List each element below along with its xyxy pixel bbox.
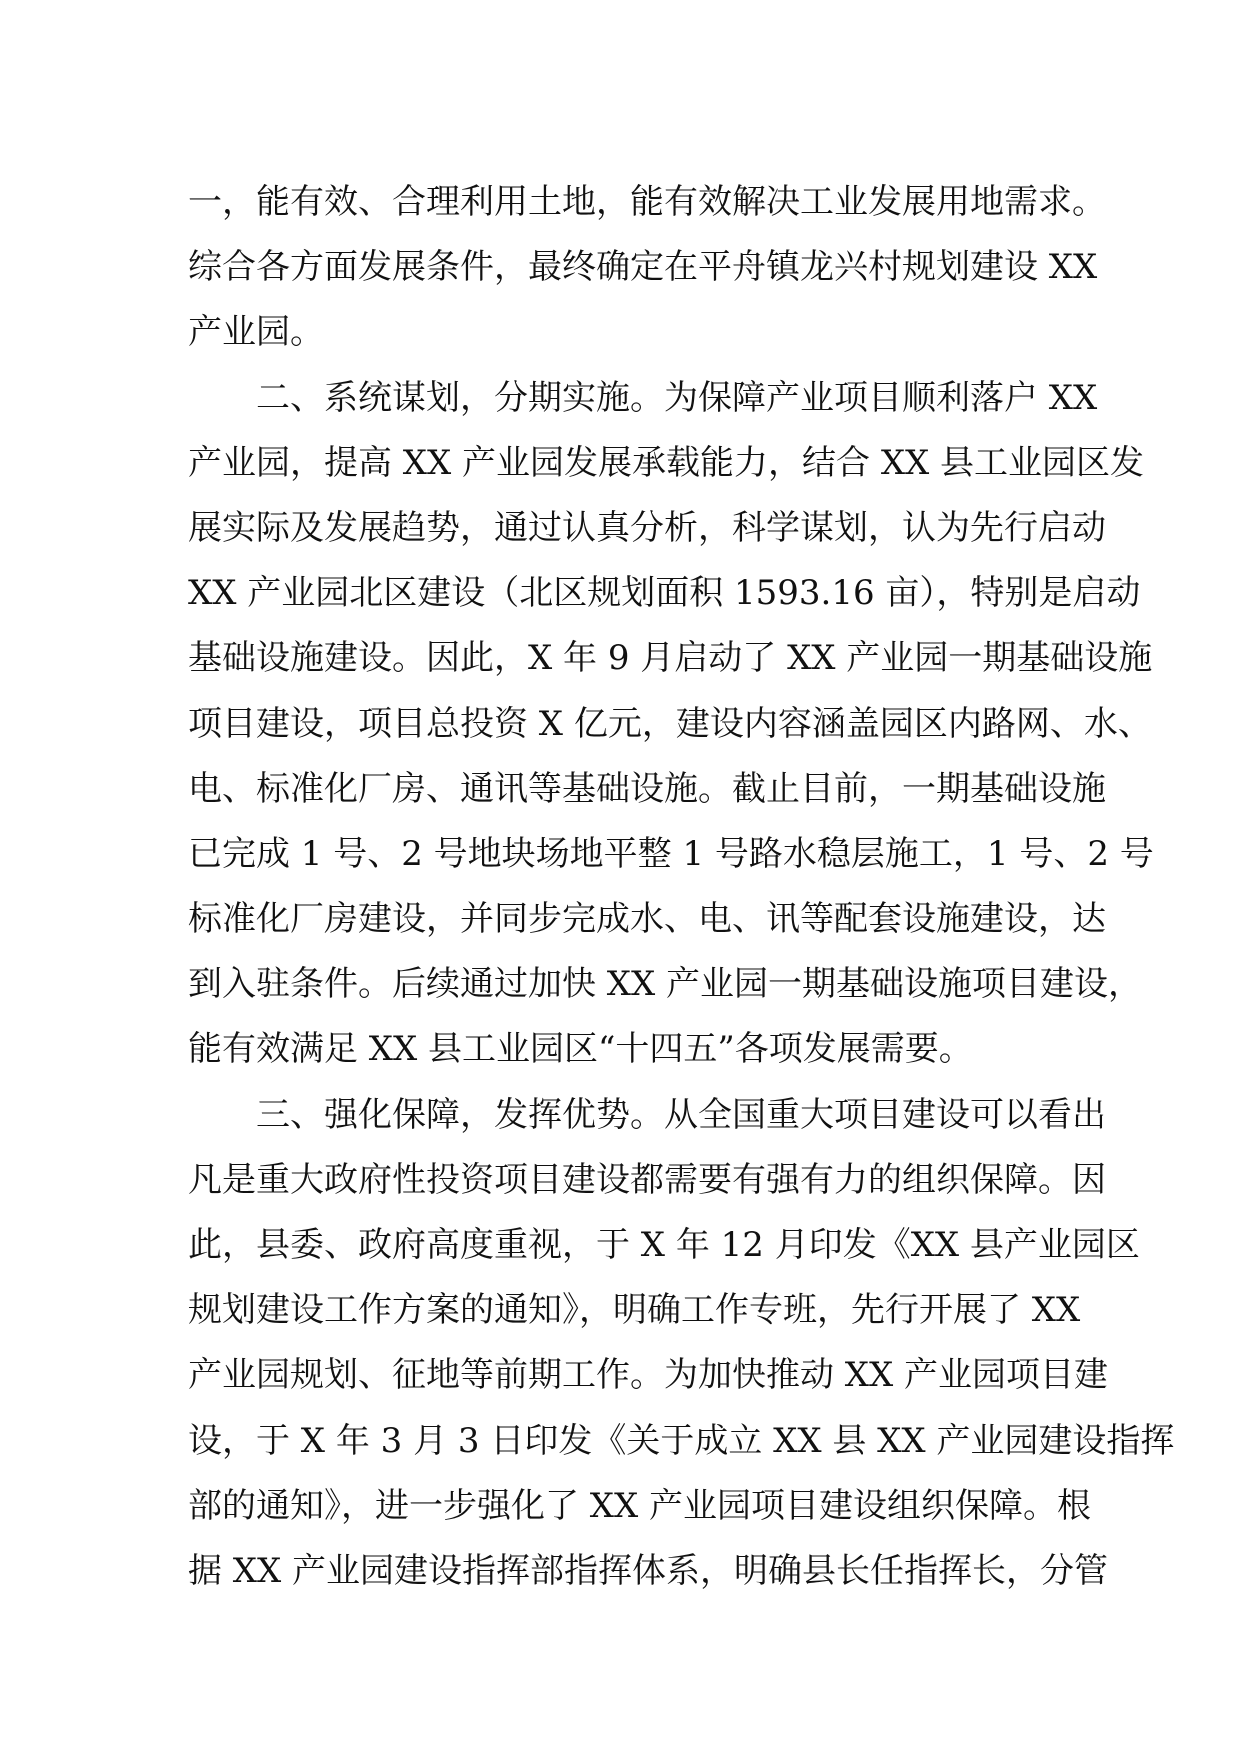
- text-line: 凡是重大政府性投资项目建设都需要有强有力的组织保障。因: [188, 1159, 1106, 1200]
- text-line: 到入驻条件。后续通过加快 XX 产业园一期基础设施项目建设，: [188, 964, 1143, 1005]
- text-line: 综合各方面发展条件，最终确定在平舟镇龙兴村规划建设 XX: [188, 247, 1098, 288]
- text-line: 据 XX 产业园建设指挥部指挥体系，明确县长任指挥长，分管: [188, 1550, 1109, 1591]
- text-line: 规划建设工作方案的通知》，明确工作专班，先行开展了 XX: [188, 1290, 1081, 1331]
- document-body: [188, 170, 1175, 1604]
- text-line: 能有效满足 XX 县工业园区“十四五”各项发展需要。: [188, 1029, 973, 1070]
- text-line: 基础设施建设。因此，X 年 9 月启动了 XX 产业园一期基础设施: [188, 638, 1153, 679]
- text-line: 已完成 1 号、2 号地块场地平整 1 号路水稳层施工，1 号、2 号: [188, 833, 1154, 874]
- text-line: 此，县委、政府高度重视，于 X 年 12 月印发《XX 县产业园区: [188, 1225, 1140, 1265]
- text-line: 展实际及发展趋势，通过认真分析，科学谋划，认为先行启动: [188, 507, 1106, 548]
- text-line: 设，于 X 年 3 月 3 日印发《关于成立 XX 县 XX 产业园建设指挥: [188, 1420, 1175, 1461]
- text-line: 项目建设，项目总投资 X 亿元，建设内容涵盖园区内路网、水、: [188, 703, 1152, 744]
- section-two-first-line: 二、系统谋划，分期实施。为保障产业项目顺利落户 XX: [256, 377, 1098, 418]
- text-line: 产业园，提高 XX 产业园发展承载能力，结合 XX 县工业园区发: [188, 442, 1145, 483]
- text-line: 电、标准化厂房、通讯等基础设施。截止目前，一期基础设施: [188, 768, 1106, 809]
- text-line: XX 产业园北区建设（北区规划面积 1593.16 亩），特别是启动: [188, 573, 1141, 614]
- text-line: 产业园规划、征地等前期工作。为加快推动 XX 产业园项目建: [188, 1355, 1109, 1396]
- section-three-first-line: 三、强化保障，发挥优势。从全国重大项目建设可以看出: [256, 1094, 1106, 1135]
- text-line: 标准化厂房建设，并同步完成水、电、讯等配套设施建设，达: [188, 899, 1106, 940]
- text-line: 部的通知》，进一步强化了 XX 产业园项目建设组织保障。根: [188, 1485, 1092, 1526]
- text-line: 一，能有效、合理利用土地，能有效解决工业发展用地需求。: [188, 182, 1106, 222]
- text-line: 产业园。: [188, 312, 324, 353]
